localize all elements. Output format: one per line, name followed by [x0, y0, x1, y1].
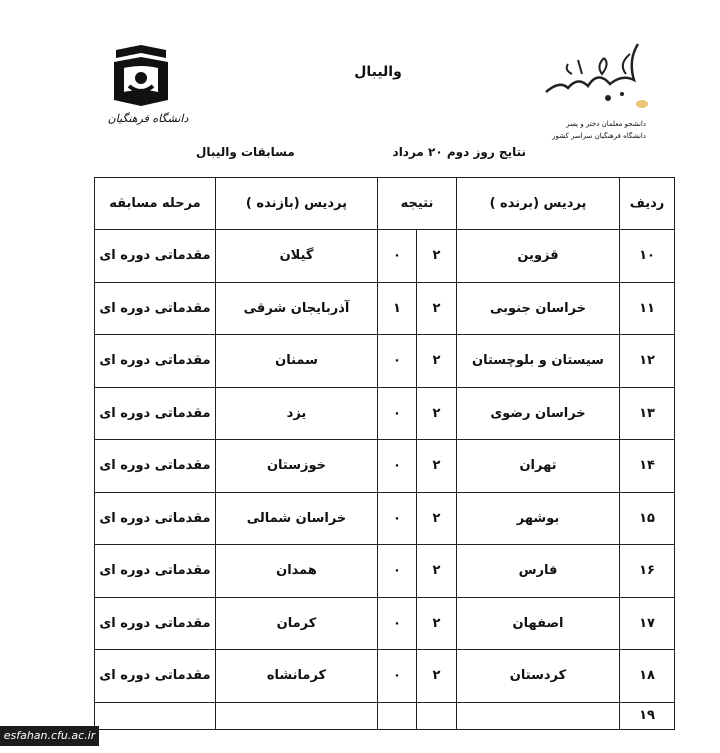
match-stage: مقدماتی دوره ای	[95, 440, 216, 493]
loser-score: ۰	[378, 597, 417, 650]
winner-score: ۲	[417, 440, 457, 493]
loser-score: ۰	[378, 440, 417, 493]
winner-score: ۲	[417, 387, 457, 440]
winner-score: ۲	[417, 545, 457, 598]
table-row	[95, 492, 675, 545]
winner-campus: سیستان و بلوچستان	[457, 335, 620, 388]
table-row	[95, 335, 675, 388]
table-row	[95, 387, 675, 440]
competition-name: مسابقات والیبال	[196, 145, 295, 159]
match-stage: مقدماتی دوره ای	[95, 387, 216, 440]
subtitle-row	[196, 145, 526, 159]
empty-cell	[216, 702, 378, 729]
university-logo-caption: دانشگاه فرهنگیان	[107, 112, 189, 125]
loser-score: ۰	[378, 545, 417, 598]
row-number: ۱۶	[620, 545, 675, 598]
loser-campus: گیلان	[216, 230, 378, 283]
match-stage: مقدماتی دوره ای	[95, 597, 216, 650]
row-number: ۱۸	[620, 650, 675, 703]
match-stage: مقدماتی دوره ای	[95, 335, 216, 388]
loser-campus: خوزستان	[216, 440, 378, 493]
loser-score: ۰	[378, 387, 417, 440]
row-number: ۱۷	[620, 597, 675, 650]
row-number: ۱۲	[620, 335, 675, 388]
row-number: ۱۰	[620, 230, 675, 283]
winner-campus: قزوین	[457, 230, 620, 283]
winner-campus: اصفهان	[457, 597, 620, 650]
header-result: نتیجه	[378, 178, 457, 230]
loser-score: ۰	[378, 492, 417, 545]
winner-score: ۲	[417, 650, 457, 703]
loser-campus: کرمان	[216, 597, 378, 650]
loser-score: ۰	[378, 335, 417, 388]
winner-score: ۲	[417, 335, 457, 388]
winner-campus: خراسان رضوی	[457, 387, 620, 440]
loser-campus: سمنان	[216, 335, 378, 388]
olympiad-calligraphy-icon	[538, 40, 648, 110]
match-stage: مقدماتی دوره ای	[95, 230, 216, 283]
match-stage: مقدماتی دوره ای	[95, 650, 216, 703]
table-header-row	[95, 178, 675, 230]
winner-score: ۲	[417, 282, 457, 335]
match-stage: مقدماتی دوره ای	[95, 492, 216, 545]
winner-score: ۲	[417, 492, 457, 545]
olympiad-line-1: دانشجو معلمان دختر و پسر	[566, 120, 646, 128]
site-watermark: esfahan.cfu.ac.ir	[0, 726, 99, 746]
empty-cell	[378, 702, 417, 729]
table-row	[95, 230, 675, 283]
header-loser: پردیس (بازنده )	[216, 178, 378, 230]
row-number: ۱۴	[620, 440, 675, 493]
row-number: ۱۵	[620, 492, 675, 545]
winner-score: ۲	[417, 597, 457, 650]
loser-campus: کرمانشاه	[216, 650, 378, 703]
table-row	[95, 440, 675, 493]
winner-campus: فارس	[457, 545, 620, 598]
row-number: ۱۹	[620, 702, 675, 729]
header-row-no: ردیف	[620, 178, 675, 230]
university-logo	[98, 44, 198, 136]
table-row	[95, 597, 675, 650]
page-title: والیبال	[354, 64, 402, 80]
winner-campus: بوشهر	[457, 492, 620, 545]
results-table	[94, 177, 675, 730]
loser-campus: همدان	[216, 545, 378, 598]
match-stage: مقدماتی دوره ای	[95, 545, 216, 598]
winner-score: ۲	[417, 230, 457, 283]
olympiad-logo	[530, 40, 648, 152]
university-emblem-icon	[106, 44, 176, 108]
header-winner: پردیس (برنده )	[457, 178, 620, 230]
winner-campus: کردستان	[457, 650, 620, 703]
olympiad-line-2: دانشگاه فرهنگیان سراسر کشور	[552, 132, 646, 140]
empty-cell	[417, 702, 457, 729]
header-stage: مرحله مسابقه	[95, 178, 216, 230]
loser-campus: آذربایجان شرقی	[216, 282, 378, 335]
winner-campus: تهران	[457, 440, 620, 493]
table-row	[95, 650, 675, 703]
loser-campus: خراسان شمالی	[216, 492, 378, 545]
row-number: ۱۱	[620, 282, 675, 335]
empty-cell	[457, 702, 620, 729]
winner-campus: خراسان جنوبی	[457, 282, 620, 335]
loser-score: ۰	[378, 230, 417, 283]
loser-score: ۰	[378, 650, 417, 703]
empty-cell	[95, 702, 216, 729]
table-row	[95, 702, 675, 729]
loser-campus: یزد	[216, 387, 378, 440]
results-date: نتایج روز دوم ۲۰ مرداد	[392, 145, 526, 159]
loser-score: ۱	[378, 282, 417, 335]
row-number: ۱۳	[620, 387, 675, 440]
match-stage: مقدماتی دوره ای	[95, 282, 216, 335]
table-row	[95, 282, 675, 335]
table-row	[95, 545, 675, 598]
